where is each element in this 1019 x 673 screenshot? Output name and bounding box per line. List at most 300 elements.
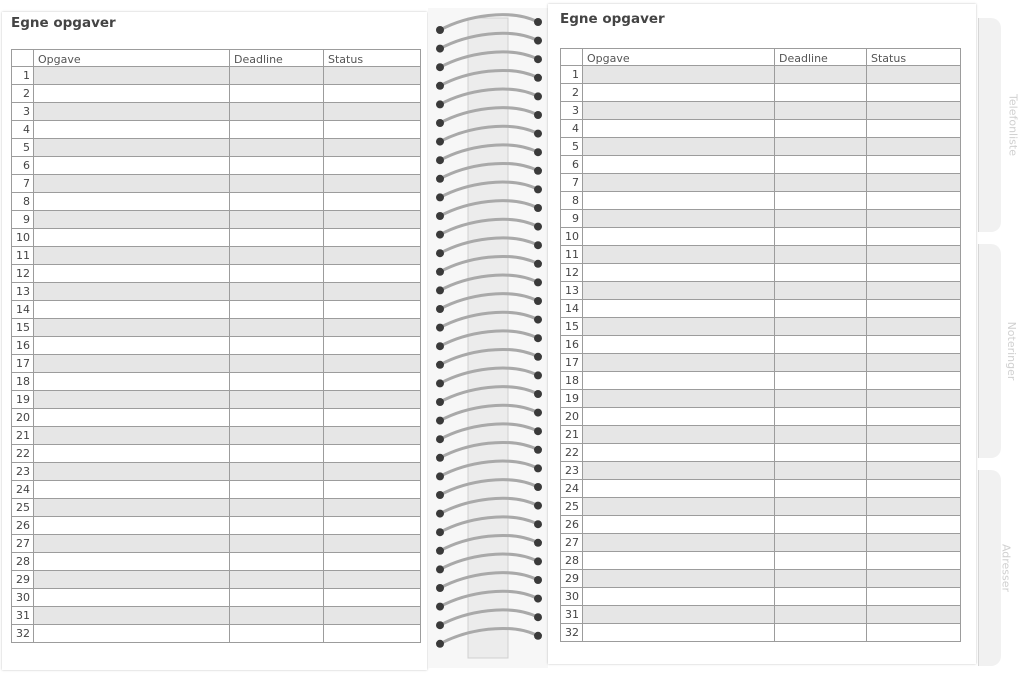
status-cell[interactable]	[867, 480, 961, 498]
status-cell[interactable]	[324, 283, 421, 301]
status-cell[interactable]	[324, 517, 421, 535]
deadline-cell[interactable]	[775, 192, 867, 210]
task-cell[interactable]	[34, 103, 230, 121]
row-number: 22	[561, 444, 583, 462]
side-tab-noteringer[interactable]	[978, 244, 1018, 458]
table-row	[561, 300, 961, 318]
status-cell[interactable]	[867, 624, 961, 642]
binding-hole	[436, 45, 444, 53]
status-cell[interactable]	[324, 355, 421, 373]
status-cell[interactable]	[867, 444, 961, 462]
status-cell[interactable]	[324, 247, 421, 265]
status-cell[interactable]	[867, 408, 961, 426]
deadline-cell[interactable]	[775, 444, 867, 462]
table-row	[12, 589, 421, 607]
deadline-cell[interactable]	[230, 607, 324, 625]
status-cell[interactable]	[867, 102, 961, 120]
row-number: 9	[12, 211, 34, 229]
task-cell[interactable]	[583, 534, 775, 552]
deadline-cell[interactable]	[775, 156, 867, 174]
task-cell[interactable]	[583, 138, 775, 156]
binding-hole	[436, 640, 444, 648]
status-cell[interactable]	[324, 463, 421, 481]
table-row	[561, 210, 961, 228]
row-number: 18	[12, 373, 34, 391]
task-cell[interactable]	[583, 516, 775, 534]
status-cell[interactable]	[867, 354, 961, 372]
binding-hole	[534, 223, 542, 231]
task-cell[interactable]	[34, 121, 230, 139]
task-cell[interactable]	[583, 354, 775, 372]
task-cell[interactable]	[583, 120, 775, 138]
status-cell[interactable]	[867, 426, 961, 444]
task-cell[interactable]	[34, 589, 230, 607]
task-cell[interactable]	[34, 535, 230, 553]
task-cell[interactable]	[583, 444, 775, 462]
task-cell[interactable]	[34, 139, 230, 157]
row-number: 12	[561, 264, 583, 282]
task-cell[interactable]	[34, 85, 230, 103]
deadline-cell[interactable]	[230, 67, 324, 85]
binding-hole	[436, 417, 444, 425]
deadline-cell[interactable]	[775, 480, 867, 498]
table-row	[561, 264, 961, 282]
task-cell[interactable]	[583, 192, 775, 210]
task-cell[interactable]	[583, 588, 775, 606]
deadline-cell[interactable]	[230, 265, 324, 283]
task-cell[interactable]	[34, 193, 230, 211]
deadline-cell[interactable]	[230, 571, 324, 589]
row-number: 32	[561, 624, 583, 642]
row-number: 15	[561, 318, 583, 336]
deadline-cell[interactable]	[230, 301, 324, 319]
deadline-cell[interactable]	[230, 337, 324, 355]
status-cell[interactable]	[867, 84, 961, 102]
side-tab-telefonliste[interactable]	[978, 18, 1019, 232]
status-cell[interactable]	[867, 498, 961, 516]
table-row	[561, 192, 961, 210]
deadline-cell[interactable]	[775, 516, 867, 534]
deadline-cell[interactable]	[775, 588, 867, 606]
status-cell[interactable]	[324, 211, 421, 229]
row-number: 20	[561, 408, 583, 426]
task-cell[interactable]	[34, 391, 230, 409]
status-cell[interactable]	[867, 372, 961, 390]
table-row	[12, 193, 421, 211]
table-row	[12, 625, 421, 643]
task-cell[interactable]	[34, 229, 230, 247]
status-cell[interactable]	[324, 67, 421, 85]
deadline-cell[interactable]	[775, 426, 867, 444]
status-cell[interactable]	[867, 534, 961, 552]
status-cell[interactable]	[324, 157, 421, 175]
table-header-row	[12, 50, 421, 67]
status-cell[interactable]	[324, 139, 421, 157]
status-cell[interactable]	[867, 462, 961, 480]
deadline-cell[interactable]	[230, 85, 324, 103]
task-cell[interactable]	[583, 606, 775, 624]
task-cell[interactable]	[583, 102, 775, 120]
binding-hole	[436, 528, 444, 536]
row-number: 9	[561, 210, 583, 228]
binding-hole	[436, 193, 444, 201]
row-number: 28	[561, 552, 583, 570]
status-cell[interactable]	[867, 606, 961, 624]
row-number: 30	[12, 589, 34, 607]
row-number: 18	[561, 372, 583, 390]
status-cell[interactable]	[324, 229, 421, 247]
deadline-cell[interactable]	[230, 463, 324, 481]
task-cell[interactable]	[583, 246, 775, 264]
row-number: 19	[12, 391, 34, 409]
table-row	[12, 247, 421, 265]
deadline-cell[interactable]	[230, 247, 324, 265]
binding-hole	[436, 305, 444, 313]
deadline-cell[interactable]	[230, 211, 324, 229]
deadline-cell[interactable]	[230, 319, 324, 337]
deadline-cell[interactable]	[775, 390, 867, 408]
status-cell[interactable]	[324, 175, 421, 193]
deadline-cell[interactable]	[230, 193, 324, 211]
deadline-cell[interactable]	[775, 498, 867, 516]
deadline-cell[interactable]	[230, 553, 324, 571]
deadline-cell[interactable]	[775, 552, 867, 570]
table-row	[12, 283, 421, 301]
deadline-cell[interactable]	[230, 589, 324, 607]
task-cell[interactable]	[34, 301, 230, 319]
table-row	[561, 102, 961, 120]
task-cell[interactable]	[583, 318, 775, 336]
binding-hole	[534, 595, 542, 603]
task-cell[interactable]	[34, 355, 230, 373]
status-cell[interactable]	[867, 228, 961, 246]
task-cell[interactable]	[583, 480, 775, 498]
deadline-cell[interactable]	[775, 570, 867, 588]
table-row	[12, 499, 421, 517]
table-row	[561, 624, 961, 642]
row-number: 23	[561, 462, 583, 480]
status-cell[interactable]	[867, 282, 961, 300]
binding-hole	[534, 502, 542, 510]
task-cell[interactable]	[583, 570, 775, 588]
deadline-cell[interactable]	[775, 462, 867, 480]
deadline-cell[interactable]	[775, 282, 867, 300]
binding-hole	[534, 18, 542, 26]
deadline-cell[interactable]	[230, 175, 324, 193]
deadline-cell[interactable]	[775, 138, 867, 156]
status-cell[interactable]	[324, 121, 421, 139]
deadline-cell[interactable]	[230, 283, 324, 301]
table-row	[12, 445, 421, 463]
deadline-cell[interactable]	[775, 84, 867, 102]
task-cell[interactable]	[34, 463, 230, 481]
status-cell[interactable]	[324, 589, 421, 607]
row-number: 29	[12, 571, 34, 589]
task-cell[interactable]	[583, 228, 775, 246]
table-row	[561, 588, 961, 606]
task-cell[interactable]	[583, 426, 775, 444]
row-number: 1	[12, 67, 34, 85]
row-number: 13	[561, 282, 583, 300]
task-cell[interactable]	[583, 156, 775, 174]
task-cell[interactable]	[34, 517, 230, 535]
task-cell[interactable]	[34, 445, 230, 463]
status-cell[interactable]	[324, 553, 421, 571]
deadline-cell[interactable]	[230, 103, 324, 121]
deadline-cell[interactable]	[230, 427, 324, 445]
deadline-cell[interactable]	[775, 102, 867, 120]
table-row	[561, 228, 961, 246]
status-cell[interactable]	[324, 373, 421, 391]
deadline-cell[interactable]	[775, 606, 867, 624]
task-cell[interactable]	[34, 409, 230, 427]
task-cell[interactable]	[34, 211, 230, 229]
task-cell[interactable]	[34, 427, 230, 445]
deadline-cell[interactable]	[230, 481, 324, 499]
binding-hole	[436, 584, 444, 592]
row-number-header	[561, 49, 583, 66]
binding-hole	[436, 231, 444, 239]
status-cell[interactable]	[867, 246, 961, 264]
status-cell[interactable]	[324, 409, 421, 427]
row-number: 24	[12, 481, 34, 499]
task-cell[interactable]	[34, 571, 230, 589]
deadline-cell[interactable]	[230, 391, 324, 409]
status-cell[interactable]	[867, 210, 961, 228]
binding-hole	[534, 427, 542, 435]
deadline-cell[interactable]	[775, 228, 867, 246]
task-cell[interactable]	[34, 283, 230, 301]
binding-hole	[436, 491, 444, 499]
task-cell[interactable]	[34, 481, 230, 499]
task-cell[interactable]	[583, 282, 775, 300]
deadline-cell[interactable]	[775, 120, 867, 138]
status-cell[interactable]	[867, 156, 961, 174]
deadline-cell[interactable]	[230, 229, 324, 247]
deadline-cell[interactable]	[230, 139, 324, 157]
deadline-cell[interactable]	[775, 300, 867, 318]
status-cell[interactable]	[867, 120, 961, 138]
status-cell[interactable]	[867, 336, 961, 354]
binding-hole	[534, 55, 542, 63]
binding-hole	[436, 547, 444, 555]
task-cell[interactable]	[34, 625, 230, 643]
status-cell[interactable]	[867, 66, 961, 84]
row-number: 17	[12, 355, 34, 373]
status-cell[interactable]	[324, 391, 421, 409]
deadline-cell[interactable]	[775, 372, 867, 390]
task-cell[interactable]	[583, 498, 775, 516]
deadline-cell[interactable]	[775, 264, 867, 282]
column-header-task: Opgave	[583, 49, 775, 66]
table-row	[561, 66, 961, 84]
deadline-cell[interactable]	[775, 246, 867, 264]
task-cell[interactable]	[34, 67, 230, 85]
task-cell[interactable]	[34, 499, 230, 517]
status-cell[interactable]	[324, 193, 421, 211]
right-task-table	[560, 48, 961, 642]
binding-hole	[436, 138, 444, 146]
table-row	[12, 427, 421, 445]
task-cell[interactable]	[583, 462, 775, 480]
status-cell[interactable]	[324, 301, 421, 319]
deadline-cell[interactable]	[230, 157, 324, 175]
binding-hole	[534, 92, 542, 100]
binding-hole	[534, 334, 542, 342]
row-number: 25	[561, 498, 583, 516]
deadline-cell[interactable]	[775, 174, 867, 192]
row-number: 10	[561, 228, 583, 246]
status-cell[interactable]	[324, 103, 421, 121]
row-number: 29	[561, 570, 583, 588]
task-cell[interactable]	[583, 210, 775, 228]
status-cell[interactable]	[324, 625, 421, 643]
status-cell[interactable]	[324, 427, 421, 445]
row-number: 28	[12, 553, 34, 571]
status-cell[interactable]	[867, 174, 961, 192]
task-cell[interactable]	[34, 553, 230, 571]
table-row	[561, 570, 961, 588]
binding-hole	[534, 613, 542, 621]
task-cell[interactable]	[583, 552, 775, 570]
status-cell[interactable]	[867, 390, 961, 408]
status-cell[interactable]	[324, 445, 421, 463]
column-header-deadline: Deadline	[775, 49, 867, 66]
status-cell[interactable]	[867, 300, 961, 318]
deadline-cell[interactable]	[775, 66, 867, 84]
row-number: 3	[561, 102, 583, 120]
task-cell[interactable]	[34, 175, 230, 193]
binding-hole	[534, 130, 542, 138]
table-row	[561, 138, 961, 156]
status-cell[interactable]	[867, 570, 961, 588]
table-row	[12, 157, 421, 175]
row-number: 27	[561, 534, 583, 552]
task-cell[interactable]	[34, 265, 230, 283]
task-cell[interactable]	[583, 84, 775, 102]
left-task-table	[11, 49, 421, 643]
deadline-cell[interactable]	[775, 408, 867, 426]
status-cell[interactable]	[867, 264, 961, 282]
table-row	[561, 606, 961, 624]
deadline-cell[interactable]	[775, 210, 867, 228]
deadline-cell[interactable]	[230, 373, 324, 391]
row-number: 31	[12, 607, 34, 625]
task-cell[interactable]	[583, 264, 775, 282]
row-number: 1	[561, 66, 583, 84]
row-number-header	[12, 50, 34, 67]
binding-hole	[436, 100, 444, 108]
status-cell[interactable]	[324, 607, 421, 625]
status-cell[interactable]	[867, 138, 961, 156]
status-cell[interactable]	[324, 535, 421, 553]
deadline-cell[interactable]	[775, 354, 867, 372]
deadline-cell[interactable]	[230, 499, 324, 517]
table-row	[561, 480, 961, 498]
binding-hole	[534, 297, 542, 305]
binding-hole	[534, 520, 542, 528]
status-cell[interactable]	[324, 499, 421, 517]
status-cell[interactable]	[867, 318, 961, 336]
status-cell[interactable]	[324, 319, 421, 337]
task-cell[interactable]	[583, 300, 775, 318]
task-cell[interactable]	[583, 336, 775, 354]
row-number: 30	[561, 588, 583, 606]
deadline-cell[interactable]	[230, 409, 324, 427]
status-cell[interactable]	[324, 481, 421, 499]
task-cell[interactable]	[583, 66, 775, 84]
status-cell[interactable]	[867, 552, 961, 570]
deadline-cell[interactable]	[775, 318, 867, 336]
status-cell[interactable]	[867, 516, 961, 534]
deadline-cell[interactable]	[230, 121, 324, 139]
binding-hole	[534, 483, 542, 491]
task-cell[interactable]	[34, 319, 230, 337]
deadline-cell[interactable]	[775, 534, 867, 552]
task-cell[interactable]	[34, 337, 230, 355]
task-cell[interactable]	[583, 174, 775, 192]
table-row	[12, 301, 421, 319]
deadline-cell[interactable]	[230, 517, 324, 535]
row-number: 20	[12, 409, 34, 427]
binding-hole	[436, 342, 444, 350]
task-cell[interactable]	[583, 624, 775, 642]
binding-hole	[436, 361, 444, 369]
deadline-cell[interactable]	[230, 625, 324, 643]
table-row	[12, 517, 421, 535]
status-cell[interactable]	[324, 85, 421, 103]
task-cell[interactable]	[583, 408, 775, 426]
table-row	[12, 175, 421, 193]
table-row	[12, 607, 421, 625]
status-cell[interactable]	[324, 265, 421, 283]
binding-hole	[534, 74, 542, 82]
table-row	[12, 319, 421, 337]
deadline-cell[interactable]	[230, 535, 324, 553]
task-cell[interactable]	[34, 247, 230, 265]
task-cell[interactable]	[34, 157, 230, 175]
status-cell[interactable]	[867, 588, 961, 606]
status-cell[interactable]	[324, 571, 421, 589]
binding-hole	[436, 63, 444, 71]
row-number: 27	[12, 535, 34, 553]
deadline-cell[interactable]	[775, 336, 867, 354]
right-page-title: Egne opgaver	[560, 11, 665, 27]
binding-hole	[534, 241, 542, 249]
spiral-binding	[426, 0, 550, 673]
task-cell[interactable]	[583, 372, 775, 390]
binding-hole	[534, 148, 542, 156]
deadline-cell[interactable]	[230, 445, 324, 463]
table-row	[561, 534, 961, 552]
binding-hole	[534, 204, 542, 212]
table-row	[12, 535, 421, 553]
task-cell[interactable]	[34, 607, 230, 625]
task-cell[interactable]	[583, 390, 775, 408]
table-row	[12, 67, 421, 85]
table-row	[12, 481, 421, 499]
binding-hole	[534, 390, 542, 398]
task-cell[interactable]	[34, 373, 230, 391]
status-cell[interactable]	[867, 192, 961, 210]
table-row	[12, 103, 421, 121]
status-cell[interactable]	[324, 337, 421, 355]
table-row	[12, 355, 421, 373]
table-row	[561, 282, 961, 300]
side-tab-adresser[interactable]	[978, 470, 1013, 666]
deadline-cell[interactable]	[230, 355, 324, 373]
deadline-cell[interactable]	[775, 624, 867, 642]
